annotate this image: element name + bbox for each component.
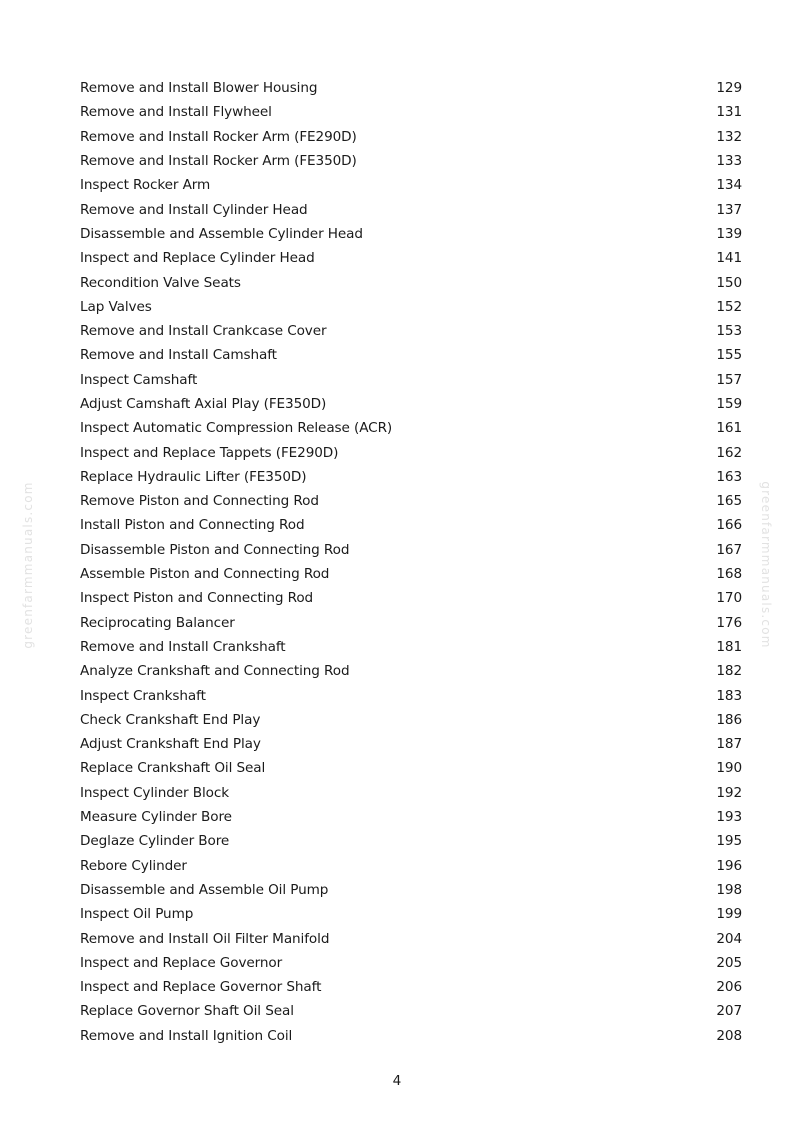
toc-entry[interactable] xyxy=(80,854,742,878)
toc-entry[interactable] xyxy=(80,149,742,173)
toc-entry-page: 187 xyxy=(716,736,742,753)
toc-entry-page: 133 xyxy=(716,153,742,170)
toc-entry-page: 141 xyxy=(716,250,742,267)
toc-entry-title: Check Crankshaft End Play xyxy=(80,711,261,728)
toc-entry[interactable] xyxy=(80,76,742,100)
toc-entry-page: 134 xyxy=(716,177,742,194)
toc-entry-page: 192 xyxy=(716,784,742,801)
toc-entry-page: 204 xyxy=(716,930,742,947)
toc-entry-title: Remove and Install Crankcase Cover xyxy=(80,323,327,340)
toc-entry-page: 182 xyxy=(716,663,742,680)
toc-entry-title: Replace Hydraulic Lifter (FE350D) xyxy=(80,468,307,485)
table-of-contents xyxy=(80,76,742,1048)
toc-entry-title: Remove and Install Flywheel xyxy=(80,104,272,121)
toc-entry-page: 168 xyxy=(716,566,742,583)
toc-entry[interactable] xyxy=(80,586,742,610)
toc-entry-title: Deglaze Cylinder Bore xyxy=(80,833,230,850)
toc-entry-page: 208 xyxy=(716,1027,742,1044)
toc-entry-page: 196 xyxy=(716,857,742,874)
toc-entry-title: Remove and Install Crankshaft xyxy=(80,638,286,655)
toc-entry-title: Analyze Crankshaft and Connecting Rod xyxy=(80,663,350,680)
toc-entry-title: Lap Valves xyxy=(80,298,152,315)
toc-entry[interactable] xyxy=(80,708,742,732)
toc-entry-page: 163 xyxy=(716,468,742,485)
toc-entry-page: 199 xyxy=(716,906,742,923)
toc-entry[interactable] xyxy=(80,975,742,999)
toc-entry-page: 150 xyxy=(716,274,742,291)
toc-entry[interactable] xyxy=(80,611,742,635)
toc-entry-title: Measure Cylinder Bore xyxy=(80,809,232,826)
toc-entry-title: Rebore Cylinder xyxy=(80,857,187,874)
toc-entry[interactable] xyxy=(80,489,742,513)
toc-entry-title: Remove and Install Blower Housing xyxy=(80,80,318,97)
toc-entry-title: Inspect Camshaft xyxy=(80,371,198,388)
toc-entry-title: Adjust Crankshaft End Play xyxy=(80,736,261,753)
toc-entry[interactable] xyxy=(80,659,742,683)
toc-entry-title: Install Piston and Connecting Rod xyxy=(80,517,305,534)
watermark-right: greenfarmmanuals.com xyxy=(759,481,773,649)
toc-entry-page: 129 xyxy=(716,80,742,97)
toc-entry[interactable] xyxy=(80,926,742,950)
toc-entry-page: 131 xyxy=(716,104,742,121)
watermark-left: greenfarmmanuals.com xyxy=(21,481,35,649)
toc-entry-title: Disassemble and Assemble Cylinder Head xyxy=(80,225,363,242)
toc-entry-page: 137 xyxy=(716,201,742,218)
toc-entry-title: Disassemble Piston and Connecting Rod xyxy=(80,541,350,558)
toc-entry[interactable] xyxy=(80,732,742,756)
toc-entry-page: 176 xyxy=(716,614,742,631)
toc-entry-page: 206 xyxy=(716,979,742,996)
toc-entry-title: Inspect Rocker Arm xyxy=(80,177,211,194)
toc-entry[interactable] xyxy=(80,343,742,367)
toc-entry-title: Remove and Install Oil Filter Manifold xyxy=(80,930,330,947)
toc-entry-page: 166 xyxy=(716,517,742,534)
toc-entry[interactable] xyxy=(80,878,742,902)
toc-entry-page: 153 xyxy=(716,323,742,340)
toc-entry[interactable] xyxy=(80,368,742,392)
toc-entry[interactable] xyxy=(80,538,742,562)
toc-entry[interactable] xyxy=(80,999,742,1023)
toc-entry[interactable] xyxy=(80,902,742,926)
toc-entry-title: Inspect and Replace Governor xyxy=(80,954,283,971)
toc-entry[interactable] xyxy=(80,319,742,343)
toc-entry[interactable] xyxy=(80,270,742,294)
toc-entry[interactable] xyxy=(80,951,742,975)
toc-entry-page: 155 xyxy=(716,347,742,364)
toc-entry-title: Inspect and Replace Governor Shaft xyxy=(80,979,322,996)
toc-entry-page: 193 xyxy=(716,809,742,826)
toc-entry[interactable] xyxy=(80,781,742,805)
toc-entry-title: Adjust Camshaft Axial Play (FE350D) xyxy=(80,396,327,412)
toc-entry-page: 167 xyxy=(716,541,742,558)
toc-entry-page: 161 xyxy=(716,420,742,437)
toc-entry-title: Remove and Install Cylinder Head xyxy=(80,201,308,218)
toc-entry-page: 159 xyxy=(716,396,742,412)
toc-entry[interactable] xyxy=(80,756,742,780)
toc-entry-title: Inspect Cylinder Block xyxy=(80,784,229,801)
toc-entry-page: 183 xyxy=(716,687,742,704)
toc-entry[interactable] xyxy=(80,465,742,489)
page-number: 4 xyxy=(392,1073,402,1089)
toc-entry-title: Inspect Piston and Connecting Rod xyxy=(80,590,314,607)
toc-entry-title: Disassemble and Assemble Oil Pump xyxy=(80,881,329,898)
toc-entry-page: 181 xyxy=(716,638,742,655)
toc-entry-title: Inspect Crankshaft xyxy=(80,687,206,704)
toc-entry-title: Remove and Install Camshaft xyxy=(80,347,277,364)
toc-entry-title: Remove and Install Rocker Arm (FE290D) xyxy=(80,128,357,145)
toc-entry-page: 132 xyxy=(716,128,742,145)
toc-entry-title: Inspect and Replace Cylinder Head xyxy=(80,250,315,267)
toc-entry-page: 139 xyxy=(716,225,742,242)
toc-entry-title: Remove Piston and Connecting Rod xyxy=(80,493,319,510)
toc-entry[interactable] xyxy=(80,562,742,586)
toc-entry[interactable] xyxy=(80,125,742,149)
toc-entry-page: 165 xyxy=(716,493,742,510)
toc-entry-page: 157 xyxy=(716,371,742,388)
toc-entry[interactable] xyxy=(80,805,742,829)
toc-entry[interactable] xyxy=(80,829,742,853)
toc-entry[interactable] xyxy=(80,246,742,270)
toc-entry-page: 207 xyxy=(716,1003,742,1020)
toc-entry-title: Replace Crankshaft Oil Seal xyxy=(80,760,266,777)
toc-entry-title: Recondition Valve Seats xyxy=(80,274,241,291)
toc-entry-page: 152 xyxy=(716,298,742,315)
toc-entry[interactable] xyxy=(80,683,742,707)
toc-entry-page: 186 xyxy=(716,711,742,728)
toc-entry-page: 195 xyxy=(716,833,742,850)
toc-entry-title: Replace Governor Shaft Oil Seal xyxy=(80,1003,294,1020)
toc-entry-title: Inspect Automatic Compression Release (ACR) xyxy=(80,420,393,437)
toc-entry[interactable] xyxy=(80,197,742,221)
toc-entry[interactable] xyxy=(80,222,742,246)
toc-entry-page: 190 xyxy=(716,760,742,777)
toc-entry-page: 162 xyxy=(716,444,742,461)
toc-entry[interactable] xyxy=(80,416,742,440)
toc-entry[interactable] xyxy=(80,392,742,416)
toc-entry-title: Assemble Piston and Connecting Rod xyxy=(80,566,330,583)
toc-entry-page: 198 xyxy=(716,881,742,898)
toc-entry[interactable] xyxy=(80,440,742,464)
toc-entry-page: 170 xyxy=(716,590,742,607)
toc-entry[interactable] xyxy=(80,295,742,319)
toc-entry-title: Inspect and Replace Tappets (FE290D) xyxy=(80,444,339,461)
toc-entry-title: Reciprocating Balancer xyxy=(80,614,235,631)
toc-entry-title: Remove and Install Ignition Coil xyxy=(80,1027,293,1044)
toc-entry-title: Remove and Install Rocker Arm (FE350D) xyxy=(80,153,357,170)
toc-entry-title: Inspect Oil Pump xyxy=(80,906,194,923)
toc-entry[interactable] xyxy=(80,173,742,197)
toc-entry[interactable] xyxy=(80,1024,742,1048)
toc-entry-page: 205 xyxy=(716,954,742,971)
toc-entry[interactable] xyxy=(80,635,742,659)
toc-entry[interactable] xyxy=(80,100,742,124)
toc-entry[interactable] xyxy=(80,513,742,537)
